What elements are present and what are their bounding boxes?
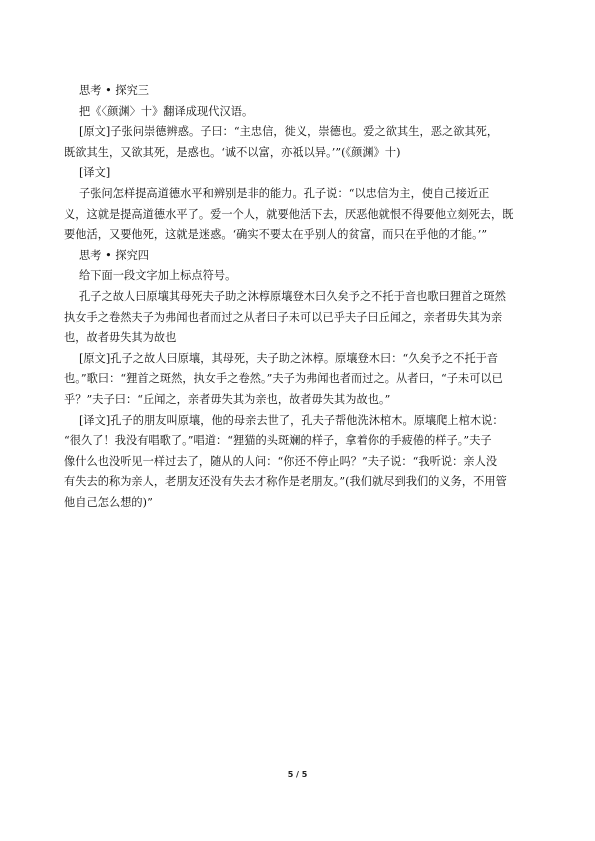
document-body <box>64 81 539 513</box>
translation-line: 他自己怎么想的)” <box>64 495 153 509</box>
translation-line: 义，这就是提高道德水平了。爱一个人，就要他活下去，厌恶他就恨不得要他立刻死去，既 <box>64 207 514 221</box>
original-text-line: [原文]孔子之故人曰原壤，其母死，夫子助之沐椁。原壤登木曰：“久矣予之不托于音 <box>79 351 499 365</box>
original-text-line: 乎？”夫子曰：“丘闻之，亲者毋失其为亲也，故者毋失其为故也。” <box>64 392 391 406</box>
translation-line: 子张问怎样提高道德水平和辨别是非的能力。孔子说：“以忠信为主，使自己接近正 <box>79 186 490 200</box>
original-text-line: [原文]子张问崇德辨惑。子曰：“主忠信，徙义，崇德也。爱之欲其生，恶之欲其死， <box>79 125 499 139</box>
original-text-line: 也。”歌曰：“狸首之斑然，执女手之卷然。”夫子为弗闻也者而过之。从者曰，“子未可以已 <box>64 372 503 386</box>
task-instruction: 把《〈颜渊〉十》翻译成现代汉语。 <box>79 104 254 118</box>
unpunctuated-text-line: 也，故者毋失其为故也 <box>64 331 177 345</box>
heading-inquiry-4: 思考 • 探究四 <box>79 248 150 262</box>
translation-line: 像什么也没听见一样过去了，随从的人问：“你还不停止吗？”夫子说：“我听说：亲人没 <box>64 454 498 468</box>
unpunctuated-text-line: 孔子之故人曰原壤其母死夫子助之沐椁原壤登木曰久矣予之不托于音也歌曰狸首之斑然 <box>79 289 507 303</box>
heading-inquiry-3: 思考 • 探究三 <box>79 84 150 97</box>
original-text-line: 既欲其生，又欲其死，是惑也。‘诚不以富，亦祗以异。’”(《颜渊》十) <box>64 145 401 159</box>
page-number: 5 / 5 <box>287 770 308 779</box>
translation-label: [译文] <box>79 166 111 180</box>
translation-line: 要他活，又要他死，这就是迷惑。‘确实不要太在乎别人的贫富，而只在乎他的才能。’” <box>64 228 488 242</box>
task-instruction: 给下面一段文字加上标点符号。 <box>79 269 237 283</box>
translation-line: “很久了！我没有唱歌了。”唱道：“狸猫的头斑斓的样子，拿着你的手疲倦的样子。”夫子 <box>64 434 492 448</box>
translation-line: 有失去的称为亲人，老朋友还没有失去才称作是老朋友。”(我们就尽到我们的义务，不用管 <box>64 475 507 489</box>
unpunctuated-text-line: 执女手之卷然夫子为弗闻也者而过之从者曰子未可以已乎夫子曰丘闻之，亲者毋失其为亲 <box>64 310 503 324</box>
translation-line: [译文]孔子的朋友叫原壤，他的母亲去世了，孔夫子帮他洗沐棺木。原壤爬上棺木说： <box>79 413 504 427</box>
